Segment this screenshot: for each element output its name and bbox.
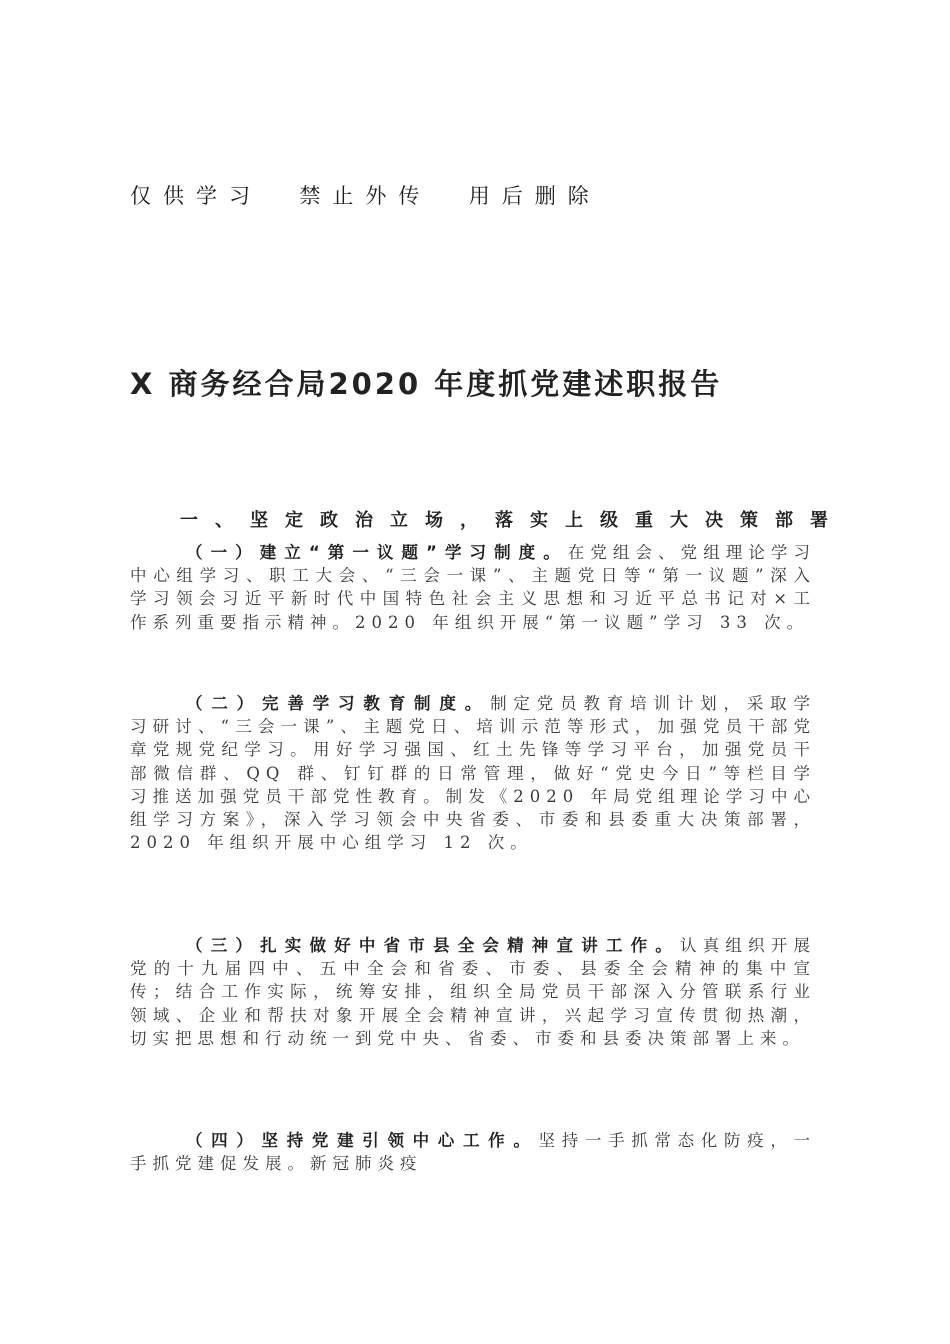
paragraph-2 <box>130 692 816 854</box>
report-title: X 商务经合局2020 年度抓党建述职报告 <box>130 367 723 401</box>
paragraph-1 <box>130 541 816 634</box>
paragraph-2-lead: （二）完善学习教育制度。 <box>186 694 491 713</box>
paragraph-1-body: 在党组会、党组理论学习中心组学习、职工大会、“三会一课”、主题党日等“第一议题”深入学习领会习近平新时代中国特色社会主义思想和习近平总书记对×工作系列重要指示精神。2020 年组织开展“第一议题”学习 33 次。 <box>130 543 816 632</box>
paragraph-3 <box>130 934 816 1050</box>
paragraph-4 <box>130 1129 816 1175</box>
paragraph-1-lead: （一）建立“第一议题”学习制度。 <box>186 543 568 562</box>
paragraph-4-lead: （四）坚持党建引领中心工作。 <box>186 1131 539 1150</box>
paragraph-3-body: 认真组织开展党的十九届四中、五中全会和省委、市委、县委全会精神的集中宣传；结合工作实际，统筹安排，组织全局党员干部深入分管联系行业领域、企业和帮扶对象开展全会精神宣讲，兴起学习宣传贯彻热潮，切实把思想和行动统一到党中央、省委、市委和县委决策部署上来。 <box>130 936 817 1048</box>
paragraph-3-lead: （三）扎实做好中省市县全会精神宣讲工作。 <box>186 936 680 955</box>
section-heading: 一、坚定政治立场，落实上级重大决策部署 <box>180 510 845 531</box>
confidentiality-notice: 仅供学习 禁止外传 用后删除 <box>130 184 601 208</box>
paragraph-4-body: 坚持一手抓常态化防疫，一手抓党建促发展。新冠肺炎疫 <box>130 1131 817 1174</box>
paragraph-2-body: 制定党员教育培训计划，采取学习研讨、“三会一课”、主题党日、培训示范等形式，加强党员干部党章党规党纪学习。用好学习强国、红土先锋等学习平台，加强党员干部微信群、QQ 群、钉钉群的日常管理，做好“党史今日”等栏目学习推送加强党员干部党性教育。制发《2020 年局党组理论学习中心组学习方案》，深入学习领会中央省委、市委和县委重大决策部署，2020 年组织开展中心组学习 12 次。 <box>130 694 817 853</box>
